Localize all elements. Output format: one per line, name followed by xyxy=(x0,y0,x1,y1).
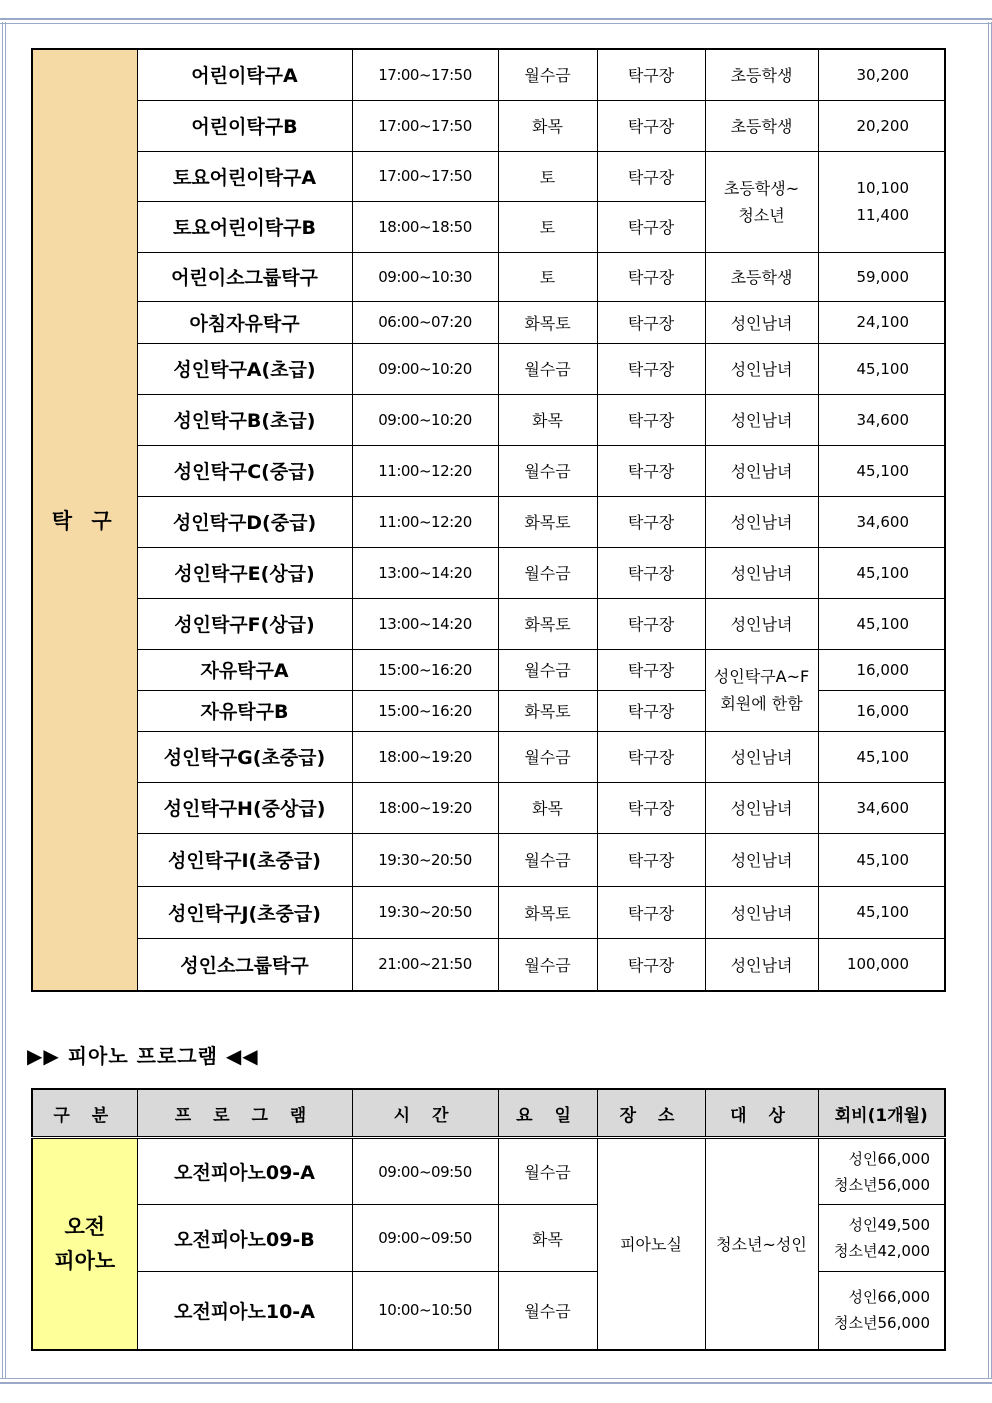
piano-schedule-table xyxy=(31,1088,946,1351)
table-row xyxy=(32,394,945,445)
table-tennis-schedule-table xyxy=(31,48,946,992)
program-days: 월수금 xyxy=(498,833,597,886)
program-days: 월수금 xyxy=(498,649,597,690)
program-target: 초등학생 xyxy=(705,49,818,100)
program-fee: 16,000 xyxy=(818,649,945,690)
table-row xyxy=(32,598,945,649)
program-days: 토 xyxy=(498,252,597,301)
header-category: 구 분 xyxy=(32,1089,137,1138)
program-name: 성인탁구I(초중급) xyxy=(137,833,352,886)
fee-line: 청소년56,000 xyxy=(834,1175,930,1194)
header-target: 대 상 xyxy=(705,1089,818,1138)
program-place: 탁구장 xyxy=(597,731,705,782)
program-time: 19:30~20:50 xyxy=(352,833,498,886)
program-name: 토요어린이탁구B xyxy=(137,201,352,252)
program-target: 성인남녀 xyxy=(705,598,818,649)
program-days: 토 xyxy=(498,151,597,201)
program-target: 초등학생 xyxy=(705,252,818,301)
program-target: 성인남녀 xyxy=(705,547,818,598)
program-target: 성인남녀 xyxy=(705,301,818,343)
program-time: 17:00~17:50 xyxy=(352,49,498,100)
program-days: 월수금 xyxy=(498,343,597,394)
program-time: 18:00~18:50 xyxy=(352,201,498,252)
program-time: 18:00~19:20 xyxy=(352,731,498,782)
category-table-tennis: 탁 구 xyxy=(32,49,137,991)
target-line: 성인탁구A~F xyxy=(713,667,810,686)
program-target-merged xyxy=(705,649,818,731)
program-days: 토 xyxy=(498,201,597,252)
program-place-merged: 피아노실 xyxy=(597,1138,705,1350)
program-name: 토요어린이탁구A xyxy=(137,151,352,201)
program-name: 성인탁구A(초급) xyxy=(137,343,352,394)
program-fee: 45,100 xyxy=(818,731,945,782)
table-row xyxy=(32,343,945,394)
table-row xyxy=(32,496,945,547)
table-row xyxy=(32,1138,945,1205)
program-name: 성인탁구G(초중급) xyxy=(137,731,352,782)
program-days: 화목 xyxy=(498,1205,597,1272)
program-fee-merged xyxy=(818,151,945,252)
program-name: 성인탁구D(중급) xyxy=(137,496,352,547)
table-row xyxy=(32,938,945,991)
program-days: 월수금 xyxy=(498,938,597,991)
program-time: 13:00~14:20 xyxy=(352,547,498,598)
program-days: 화목토 xyxy=(498,886,597,938)
program-target: 성인남녀 xyxy=(705,938,818,991)
table-row xyxy=(32,782,945,833)
header-time: 시 간 xyxy=(352,1089,498,1138)
page-border-left xyxy=(2,22,6,1379)
program-place: 탁구장 xyxy=(597,938,705,991)
program-days: 화목토 xyxy=(498,598,597,649)
program-time: 11:00~12:20 xyxy=(352,445,498,496)
program-time: 15:00~16:20 xyxy=(352,690,498,731)
program-name: 어린이소그룹탁구 xyxy=(137,252,352,301)
program-place: 탁구장 xyxy=(597,100,705,151)
program-days: 월수금 xyxy=(498,1138,597,1205)
program-target: 성인남녀 xyxy=(705,445,818,496)
program-days: 화목토 xyxy=(498,690,597,731)
program-target: 초등학생 xyxy=(705,100,818,151)
table-row xyxy=(32,100,945,151)
fee-line: 성인66,000 xyxy=(848,1149,930,1168)
program-name: 아침자유탁구 xyxy=(137,301,352,343)
program-place: 탁구장 xyxy=(597,782,705,833)
program-place: 탁구장 xyxy=(597,496,705,547)
program-name: 자유탁구A xyxy=(137,649,352,690)
program-time: 13:00~14:20 xyxy=(352,598,498,649)
program-name: 성인탁구B(초급) xyxy=(137,394,352,445)
program-place: 탁구장 xyxy=(597,649,705,690)
fee-line: 11,400 xyxy=(856,205,909,224)
program-place: 탁구장 xyxy=(597,886,705,938)
program-time: 15:00~16:20 xyxy=(352,649,498,690)
program-place: 탁구장 xyxy=(597,343,705,394)
program-days: 월수금 xyxy=(498,49,597,100)
table-header-row xyxy=(32,1089,945,1138)
program-place: 탁구장 xyxy=(597,49,705,100)
category-line: 피아노 xyxy=(54,1248,116,1273)
table-row xyxy=(32,547,945,598)
program-days: 월수금 xyxy=(498,1272,597,1350)
category-morning-piano xyxy=(32,1138,137,1350)
target-line: 청소년 xyxy=(738,205,785,225)
program-days: 화목 xyxy=(498,782,597,833)
program-fee: 16,000 xyxy=(818,690,945,731)
fee-line: 10,100 xyxy=(856,178,909,197)
fee-line: 성인66,000 xyxy=(848,1288,930,1307)
program-target: 성인남녀 xyxy=(705,886,818,938)
program-time: 09:00~10:20 xyxy=(352,394,498,445)
program-target-merged xyxy=(705,151,818,252)
program-name: 성인탁구C(중급) xyxy=(137,445,352,496)
page-border-bottom xyxy=(0,1378,992,1384)
program-place: 탁구장 xyxy=(597,598,705,649)
program-place: 탁구장 xyxy=(597,690,705,731)
page-border-right xyxy=(988,22,992,1379)
header-program: 프 로 그 램 xyxy=(137,1089,352,1138)
program-target: 성인남녀 xyxy=(705,343,818,394)
program-fee: 34,600 xyxy=(818,496,945,547)
program-name: 성인탁구E(상급) xyxy=(137,547,352,598)
program-place: 탁구장 xyxy=(597,394,705,445)
program-place: 탁구장 xyxy=(597,201,705,252)
table-row xyxy=(32,252,945,301)
piano-section-title: ▶▶ 피아노 프로그램 ◀◀ xyxy=(27,1044,259,1068)
fee-line: 성인49,500 xyxy=(848,1216,930,1234)
program-fee: 45,100 xyxy=(818,547,945,598)
program-time: 21:00~21:50 xyxy=(352,938,498,991)
target-line: 회원에 한함 xyxy=(720,694,803,713)
program-fee: 24,100 xyxy=(818,301,945,343)
table-row xyxy=(32,49,945,100)
program-days: 월수금 xyxy=(498,445,597,496)
program-days: 화목 xyxy=(498,100,597,151)
program-fee: 34,600 xyxy=(818,394,945,445)
program-target: 성인남녀 xyxy=(705,782,818,833)
program-fee xyxy=(818,1205,945,1272)
program-fee: 59,000 xyxy=(818,252,945,301)
program-target: 성인남녀 xyxy=(705,394,818,445)
program-place: 탁구장 xyxy=(597,547,705,598)
table-row xyxy=(32,833,945,886)
program-place: 탁구장 xyxy=(597,445,705,496)
program-fee xyxy=(818,1138,945,1205)
program-place: 탁구장 xyxy=(597,833,705,886)
program-time: 11:00~12:20 xyxy=(352,496,498,547)
program-fee: 100,000 xyxy=(818,938,945,991)
table-row xyxy=(32,886,945,938)
program-target-merged: 청소년~성인 xyxy=(705,1138,818,1350)
table-row xyxy=(32,649,945,690)
program-name: 성인소그룹탁구 xyxy=(137,938,352,991)
program-fee xyxy=(818,1272,945,1350)
program-time: 06:00~07:20 xyxy=(352,301,498,343)
table-row xyxy=(32,151,945,201)
program-time: 09:00~10:20 xyxy=(352,343,498,394)
program-name: 성인탁구H(중상급) xyxy=(137,782,352,833)
program-fee: 45,100 xyxy=(818,833,945,886)
program-place: 탁구장 xyxy=(597,301,705,343)
program-days: 월수금 xyxy=(498,731,597,782)
program-days: 화목토 xyxy=(498,301,597,343)
program-time: 17:00~17:50 xyxy=(352,151,498,201)
program-name: 성인탁구J(초중급) xyxy=(137,886,352,938)
program-fee: 30,200 xyxy=(818,49,945,100)
fee-line: 청소년42,000 xyxy=(834,1242,930,1260)
program-time: 10:00~10:50 xyxy=(352,1272,498,1350)
program-time: 19:30~20:50 xyxy=(352,886,498,938)
program-name: 어린이탁구B xyxy=(137,100,352,151)
program-name: 오전피아노10-A xyxy=(137,1272,352,1350)
page-border-top xyxy=(0,18,992,24)
program-target: 성인남녀 xyxy=(705,496,818,547)
header-days: 요 일 xyxy=(498,1089,597,1138)
fee-line: 청소년56,000 xyxy=(834,1314,930,1333)
program-name: 어린이탁구A xyxy=(137,49,352,100)
program-days: 월수금 xyxy=(498,547,597,598)
program-time: 17:00~17:50 xyxy=(352,100,498,151)
program-target: 성인남녀 xyxy=(705,833,818,886)
program-fee: 45,100 xyxy=(818,343,945,394)
program-time: 09:00~09:50 xyxy=(352,1205,498,1272)
program-time: 09:00~09:50 xyxy=(352,1138,498,1205)
program-target: 성인남녀 xyxy=(705,731,818,782)
program-time: 09:00~10:30 xyxy=(352,252,498,301)
table-row xyxy=(32,445,945,496)
program-days: 화목 xyxy=(498,394,597,445)
table-row xyxy=(32,731,945,782)
category-line: 오전 xyxy=(64,1214,106,1239)
program-name: 오전피아노09-A xyxy=(137,1138,352,1205)
program-place: 탁구장 xyxy=(597,252,705,301)
program-days: 화목토 xyxy=(498,496,597,547)
program-fee: 45,100 xyxy=(818,445,945,496)
program-fee: 45,100 xyxy=(818,598,945,649)
program-fee: 34,600 xyxy=(818,782,945,833)
header-place: 장 소 xyxy=(597,1089,705,1138)
program-fee: 45,100 xyxy=(818,886,945,938)
table-row xyxy=(32,301,945,343)
program-time: 18:00~19:20 xyxy=(352,782,498,833)
program-fee: 20,200 xyxy=(818,100,945,151)
program-place: 탁구장 xyxy=(597,151,705,201)
program-name: 자유탁구B xyxy=(137,690,352,731)
target-line: 초등학생~ xyxy=(723,178,800,198)
program-name: 성인탁구F(상급) xyxy=(137,598,352,649)
program-name: 오전피아노09-B xyxy=(137,1205,352,1272)
header-fee: 회비(1개월) xyxy=(818,1089,945,1138)
